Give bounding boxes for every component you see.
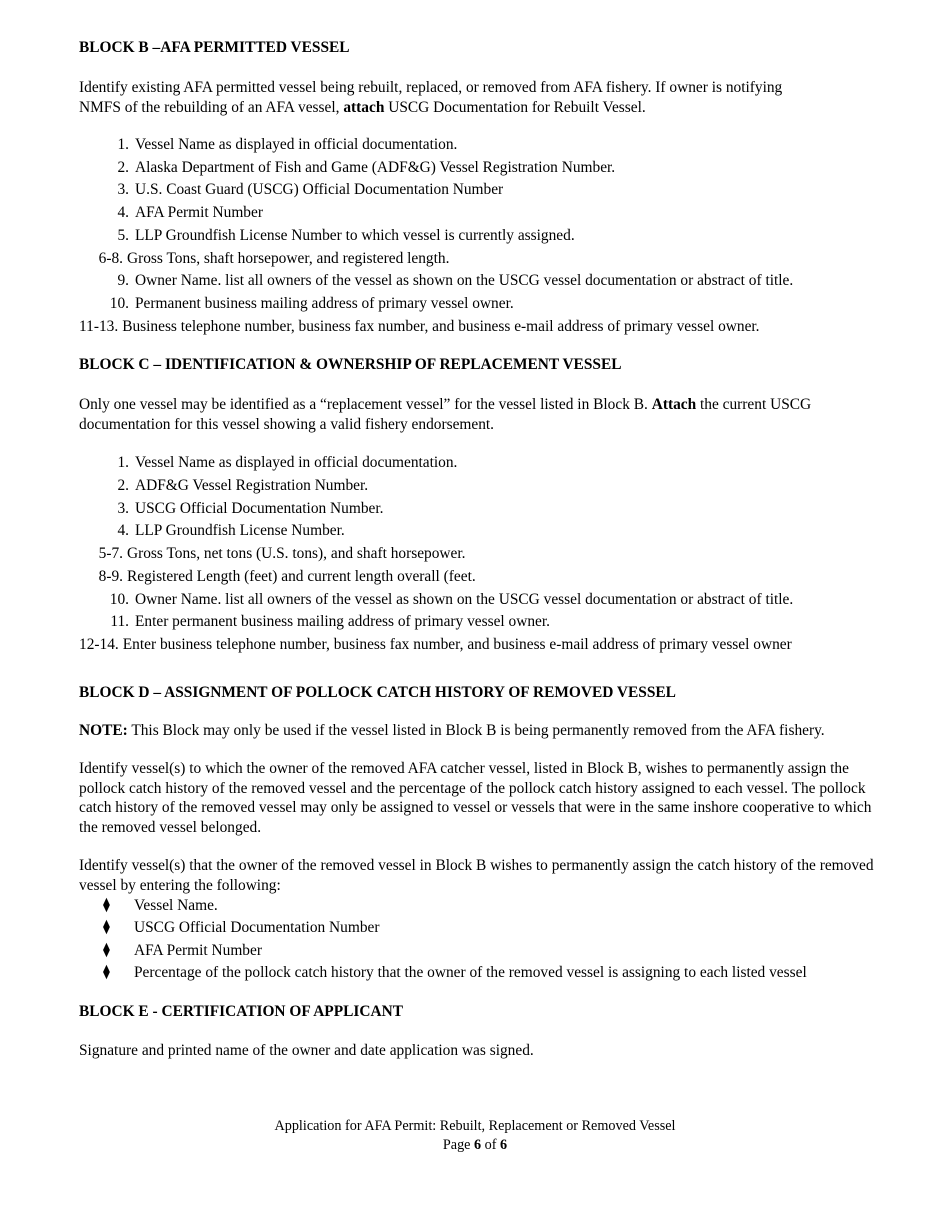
block-c-item-number: 4. <box>117 522 129 540</box>
block-b-item-number: 10. <box>109 294 129 312</box>
block-b-item-number: 11-13. <box>79 317 119 335</box>
block-d-bullets <box>79 895 879 984</box>
block-c-item-text: USCG Official Documentation Number. <box>135 499 384 517</box>
block-b-item <box>79 179 879 202</box>
page-number: Page 6 of 6 <box>442 1137 508 1153</box>
block-c-item <box>79 611 879 634</box>
block-c-item-text: Owner Name. list all owners of the vessel as shown on the USCG vessel documentation or abstract of title. <box>135 590 794 608</box>
block-d-note: NOTE: This Block may only be used if the vessel listed in Block B is being permanently removed from the AFA fishery. <box>79 721 825 739</box>
block-c-list <box>79 452 879 656</box>
block-d-para1: Identify vessel(s) to which the owner of the removed AFA catcher vessel, listed in Block B, wishes to permanently assign the pollock catch history of the removed vessel and the percentage of the pollock catch history assigned to each vessel. The pollock catch history of the removed vessel may only be assigned to vessel or vessels that were in the same inshore cooperative to which the removed vessel belonged. <box>79 760 872 836</box>
block-d-bullet-item <box>79 940 879 962</box>
block-c-item-text: Gross Tons, net tons (U.S. tons), and shaft horsepower. <box>127 545 466 563</box>
document-page <box>79 38 879 1061</box>
block-b-item-text: AFA Permit Number <box>135 204 263 222</box>
block-b-item-text: Alaska Department of Fish and Game (ADF&G) Vessel Registration Number. <box>135 158 616 176</box>
block-d-para2: Identify vessel(s) that the owner of the removed vessel in Block B wishes to permanently assign the catch history of the removed vessel by entering the following: <box>79 857 874 894</box>
block-c-intro: Only one vessel may be identified as a “replacement vessel” for the vessel listed in Block B. Attach the current USCG documentation for this vessel showing a valid fishery endorsement. <box>79 396 812 433</box>
block-b-item-number: 2. <box>117 158 129 176</box>
block-b-item <box>79 225 879 248</box>
block-b-item-number: 4. <box>117 204 129 222</box>
block-c-item <box>79 520 879 543</box>
block-d-title: BLOCK D – ASSIGNMENT OF POLLOCK CATCH HISTORY OF REMOVED VESSEL <box>79 683 676 701</box>
block-b-item-number: 5. <box>117 226 129 244</box>
block-e-text: Signature and printed name of the owner and date application was signed. <box>79 1042 534 1060</box>
block-c-item-text: Registered Length (feet) and current length overall (feet. <box>127 567 476 585</box>
page-footer <box>0 1117 950 1155</box>
block-b-item <box>79 293 879 316</box>
block-b-item-text: Owner Name. list all owners of the vessel as shown on the USCG vessel documentation or abstract of title. <box>135 272 794 290</box>
block-c-item-text: Enter business telephone number, business fax number, and business e-mail address of primary vessel owner <box>122 635 792 653</box>
block-c-item-number: 12-14. <box>79 635 119 653</box>
block-d-bullet-item <box>79 895 879 917</box>
block-b-item-number: 9. <box>117 272 129 290</box>
block-b-item <box>79 248 879 271</box>
block-c-item <box>79 566 879 589</box>
block-b-list <box>79 134 879 338</box>
block-b-item <box>79 134 879 157</box>
block-b-item-number: 6-8. <box>98 249 123 267</box>
block-b-item-text: Gross Tons, shaft horsepower, and registered length. <box>127 249 450 267</box>
block-b-item-number: 3. <box>117 181 129 199</box>
block-d-bullet-text: Percentage of the pollock catch history that the owner of the removed vessel is assigning to each listed vessel <box>134 964 807 982</box>
block-c-item-text: Vessel Name as displayed in official documentation. <box>135 454 458 472</box>
block-b-title: BLOCK B –AFA PERMITTED VESSEL <box>79 39 350 56</box>
block-c-item <box>79 543 879 566</box>
block-b-item <box>79 157 879 180</box>
block-b-item-text: Permanent business mailing address of primary vessel owner. <box>135 294 514 312</box>
block-c-item-text: Enter permanent business mailing address of primary vessel owner. <box>135 613 551 631</box>
block-b-item-number: 1. <box>117 136 129 153</box>
block-c-item <box>79 452 879 475</box>
block-e-title: BLOCK E - CERTIFICATION OF APPLICANT <box>79 1003 403 1021</box>
block-b-item-text: LLP Groundfish License Number to which vessel is currently assigned. <box>135 226 575 244</box>
block-d-bullet-text: AFA Permit Number <box>134 941 262 959</box>
block-c-item <box>79 589 879 612</box>
block-c-title: BLOCK C – IDENTIFICATION & OWNERSHIP OF REPLACEMENT VESSEL <box>79 356 622 374</box>
block-c-item-text: LLP Groundfish License Number. <box>135 522 345 540</box>
diamond-bullet-icon: ⧫ <box>103 965 110 981</box>
block-b-item <box>79 270 879 293</box>
block-c-item-number: 3. <box>117 499 129 517</box>
block-c-item-text: ADF&G Vessel Registration Number. <box>135 477 369 495</box>
block-d-bullet-text: USCG Official Documentation Number <box>134 919 380 937</box>
block-b-item-text: Vessel Name as displayed in official documentation. <box>135 136 458 153</box>
block-c-item-number: 5-7. <box>98 545 123 563</box>
block-c-item-number: 8-9. <box>98 567 123 585</box>
block-d-bullet-text: Vessel Name. <box>134 897 218 915</box>
block-c-item-number: 2. <box>117 477 129 495</box>
block-c-item-number: 10. <box>109 590 129 608</box>
block-b-item <box>79 202 879 225</box>
footer-title: Application for AFA Permit: Rebuilt, Replacement or Removed Vessel <box>274 1118 676 1134</box>
block-b-item-text: U.S. Coast Guard (USCG) Official Documentation Number <box>135 181 504 199</box>
block-d-bullet-item <box>79 917 879 939</box>
diamond-bullet-icon: ⧫ <box>103 920 110 936</box>
block-c-item-number: 1. <box>117 454 129 472</box>
block-c-item <box>79 475 879 498</box>
block-b-item-text: Business telephone number, business fax number, and business e-mail address of primary vessel owner. <box>122 317 760 335</box>
block-d-bullet-item <box>79 962 879 984</box>
block-c-item <box>79 498 879 521</box>
diamond-bullet-icon: ⧫ <box>103 942 110 958</box>
diamond-bullet-icon: ⧫ <box>103 898 110 914</box>
block-c-item-number: 11. <box>110 613 129 631</box>
block-b-item <box>79 316 879 339</box>
block-b-intro: Identify existing AFA permitted vessel being rebuilt, replaced, or removed from AFA fishery. If owner is notifying NMFS of the rebuilding of an AFA vessel, attach USCG Documentation for Rebuilt Vessel. <box>79 79 783 116</box>
block-c-item <box>79 634 879 657</box>
